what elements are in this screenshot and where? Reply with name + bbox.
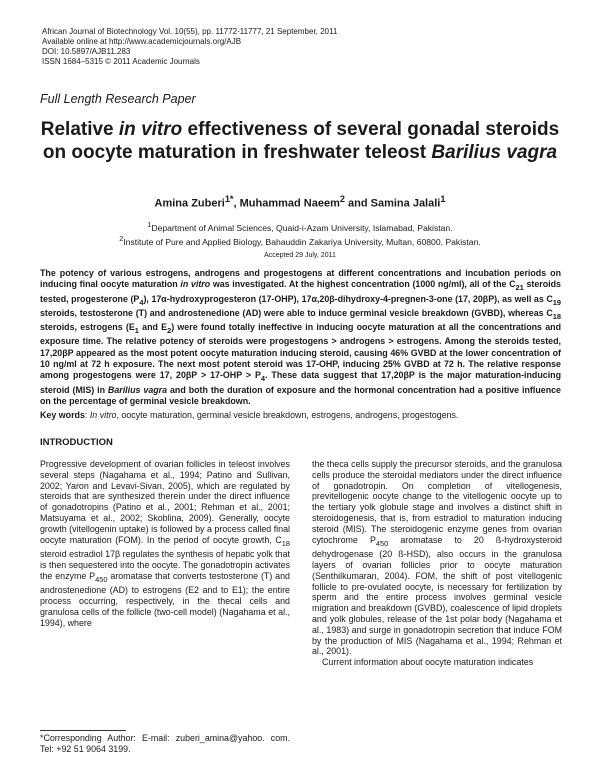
issn: ISSN 1684–5315 © 2011 Academic Journals: [42, 57, 200, 66]
affiliation-text: Institute of Pure and Applied Biology, Bahauddin Zakariya University, Multan, 60800, Pakistan.: [123, 236, 481, 247]
body-text: aromatase to 20 ß-hydroxysteroid dehydrogenase (20 ß-HSD), also occurs in the granulosa layers of ovarian follicles prior to oocyte maturation (Senthilkumaran, 2004). FOM, the shift of post vitellogenic follicle to pre-ovulated oocyte, is necessary for fertilization by sperm and the entire process involves germinal vesicle migration and breakdown (GVBD), coalescence of lipid droplets and yolk globules, release of the 1st polar body (Nagahama et al., 1983) and surge in gonadotropin secretion that induce FOM by the production of MIS (Nagahama et al., 1994; Rehman et al., 2001).: [312, 534, 562, 657]
abstract-sub: 21: [515, 283, 524, 293]
body-text: the theca cells supply the precursor steroids, and the granulosa cells produce the steroidal mediators under the direct influence of gonadotropin. On completion of vitellogenesis, previtellogenic oocyte change to the vitellogenic oocyte up to the tertiary yolk globule stage and involves a distinct shift in steroidogenesis, that is, from estradiol to maturation inducing steroid (MIS). The steroidogenic enzyme genes from ovarian cytochrome P: [312, 459, 562, 545]
body-sub: 18: [281, 538, 290, 548]
affiliation-sup: 1: [147, 221, 152, 229]
abstract-sub: 19: [552, 297, 561, 307]
author-name: Amina Zuberi: [154, 197, 225, 210]
abstract-text: . These data suggest that 17,20βP is the major maturation-inducing steroid (MIS) in: [40, 370, 561, 395]
author-sup: 2: [339, 194, 345, 204]
abstract: [40, 268, 561, 407]
affiliation-1: [40, 220, 560, 234]
abstract-sub: 4: [260, 374, 266, 384]
journal-citation: African Journal of Biotechnology Vol. 10(55), pp. 11772-11777, 21 September, 2011: [42, 27, 338, 36]
abstract-text: The potency of various estrogens, androgens and progestogens at different concentrations and incubation periods on inducing final oocyte maturation: [40, 268, 561, 290]
body-sub: 450: [95, 574, 108, 584]
abstract-italic: in vitro: [180, 279, 211, 290]
author-sup: 1: [440, 194, 446, 204]
doi: DOI: 10.5897/AJB11.283: [42, 47, 131, 56]
abstract-text: was investigated. At the highest concentration (1000 ng/ml), all of the C: [210, 279, 516, 290]
body-text: aromatase that converts testosterone (T) and androstenedione (AD) to estrogens (E2 and to E1); the entire process occurring, respectively, in the thecal cells and granulosa cells of the follicle (two-cell model) (Nagahama et al., 1994), where: [40, 570, 290, 628]
keywords-italic: In vitro: [89, 410, 117, 420]
body-sub: 450: [375, 538, 389, 548]
abstract-sub: 1: [134, 325, 139, 335]
abstract-text: and E: [138, 321, 168, 332]
title-italic: in vitro: [118, 119, 183, 140]
abstract-text: steroids, estrogens (E: [40, 321, 135, 332]
body-text: Progressive development of ovarian follicles in teleost involves several steps (Nagahama et al., 1994; Patino and Sullivan, 2002; Yaron and Levavi-Sivan, 2005), which are regulated by steroids that are synthesized therein under the direct influence of gonadotropins (Patino et al., 2001; Rehman et al., 2001; Matsuyama et al., 2002; Skoblina, 2009). Generally, oocyte growth (vitellogenin uptake) is followed by a process called final oocyte maturation (FOM). In the period of oocyte growth, C: [40, 459, 290, 545]
abstract-sub: 2: [167, 325, 172, 335]
journal-header: [42, 27, 337, 67]
author-separator: ,: [233, 197, 240, 210]
abstract-italic: Barilius vagra: [107, 384, 168, 395]
abstract-text: ), 17α-hydroxyprogesteron (17-OHP), 17α,20β-dihydroxy-4-pregnen-3-one (17, 20βP), as well as C: [143, 293, 553, 304]
keywords-label: Key words: [40, 410, 85, 420]
author-list: [40, 194, 560, 210]
affiliation-2: [40, 234, 560, 248]
accepted-date: Accepted 29 July, 2011: [264, 252, 336, 259]
keywords-colon: :: [84, 410, 90, 420]
author-separator: and: [344, 197, 371, 210]
section-heading-introduction: INTRODUCTION: [40, 437, 113, 448]
body-text: steroid estradiol 17β regulates the synthesis of hepatic yolk that is then sequestered into the oocyte. The gonadotropin activates the enzyme P: [40, 549, 290, 581]
abstract-text: steroids tested, progesterone (P: [40, 279, 561, 304]
title-part: Relative: [40, 119, 119, 140]
abstract-text: and both the duration of exposure and the hormonal concentration had a positive influence on the percentage of germinal vesicle breakdown.: [40, 384, 561, 406]
paper-title: [40, 118, 560, 164]
paper-type-label: Full Length Research Paper: [40, 92, 196, 106]
author-sup: 1*: [224, 194, 234, 204]
author-name: Muhammad Naeem: [239, 197, 340, 210]
keywords: [40, 410, 561, 421]
corresponding-author-footnote: *Corresponding Author: E-mail: zuberi_amina@yahoo. com. Tel: +92 51 9064 3199.: [40, 733, 290, 754]
journal-url[interactable]: Available online at http://www.academicjournals.org/AJB: [42, 37, 242, 46]
affiliations: [40, 220, 560, 248]
footnote-divider: [40, 730, 126, 731]
body-column-left: [40, 459, 290, 629]
body-column-right: [312, 459, 562, 668]
abstract-text: steroids, testosterone (T) and androstenedione (AD) were able to induce germinal vesicle breakdown (GVBD), whereas C: [40, 307, 553, 318]
title-part: effectiveness of several gonadal steroids on oocyte maturation in freshwater teleost: [42, 119, 560, 163]
abstract-text: ) were found totally ineffective in inducing oocyte maturation at all the concentrations and exposure time. The relative potency of steroids were progestogens > androgens > estrogens. Among the steroids tested, 17,20βP appeared as the most potent oocyte maturation inducing steroid, causing 46% GVBD at the lower concentration of 10 ng/ml at 72 h exposure. The next most potent steroid was 17-OHP, inducing 25% GVBD at 72 h. The relative response among progestogens were 17, 20βP > 17-OHP > P: [40, 321, 561, 381]
author-name: Samina Jalali: [370, 197, 441, 210]
abstract-sub: 4: [139, 297, 144, 307]
title-species: Barilius vagra: [431, 142, 558, 163]
keywords-text: , oocyte maturation, germinal vesicle breakdown, estrogens, androgens, progestogens.: [116, 410, 459, 420]
affiliation-text: Department of Animal Sciences, Quaid-i-Azam University, Islamabad, Pakistan.: [151, 222, 453, 233]
affiliation-sup: 2: [119, 234, 124, 243]
abstract-sub: 18: [552, 311, 561, 321]
body-text: Current information about oocyte maturation indicates: [322, 657, 534, 668]
